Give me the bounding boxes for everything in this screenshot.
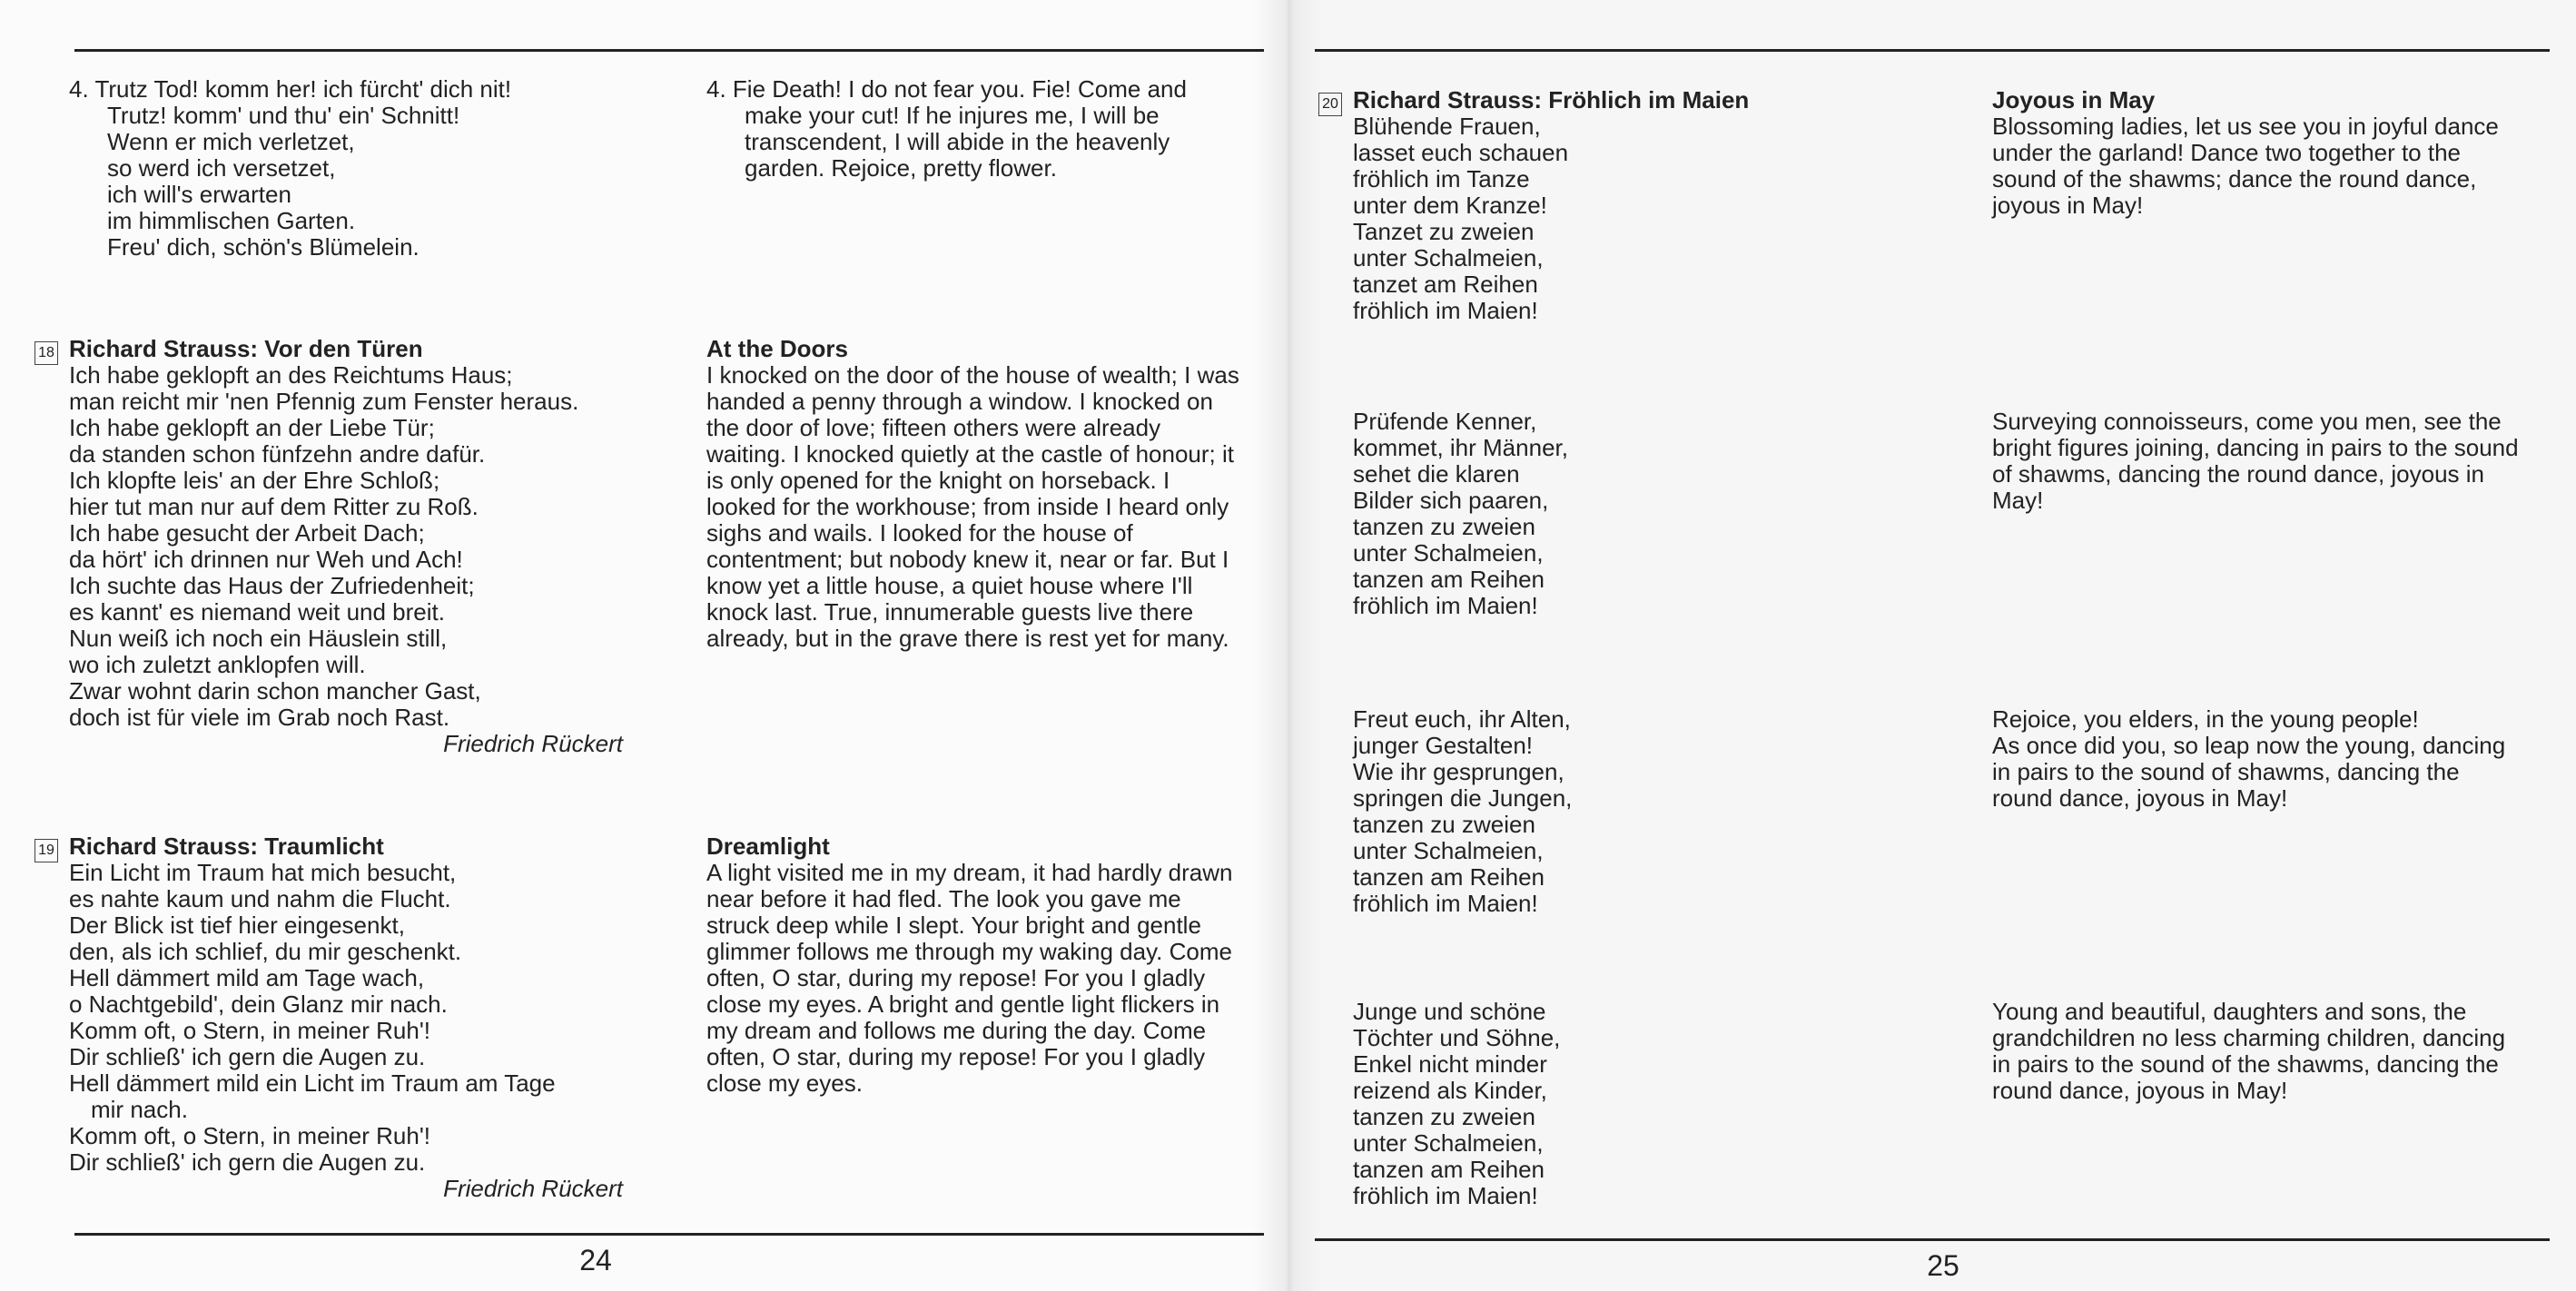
translation-line: of shawms, dancing the round dance, joyous in: [1992, 460, 2485, 488]
translation-line: often, O star, during my repose! For you I gladly: [706, 964, 1206, 991]
verse-line: Hell dämmert mild am Tage wach,: [69, 964, 425, 991]
translation-line: near before it had fled. The look you gave me: [706, 885, 1181, 912]
track-number-18: 18: [35, 338, 69, 365]
translation-line: Young and beautiful, daughters and sons, the: [1992, 998, 2467, 1025]
song-20-english-2: [1992, 409, 2555, 514]
bottom-rule: [74, 1233, 1264, 1236]
translation-line: garden. Rejoice, pretty flower.: [745, 154, 1057, 182]
translation-line: under the garland! Dance two together to the: [1992, 139, 2462, 166]
verse-line: den, als ich schlief, du mir geschenkt.: [69, 938, 462, 965]
translation-line: make your cut! If he injures me, I will be: [745, 102, 1160, 129]
song-20-german-2: [1353, 409, 1934, 619]
verse-line: tanzen am Reihen: [1353, 1156, 1545, 1183]
verse-line: o Nachtgebild', dein Glanz mir nach.: [69, 990, 448, 1018]
translation-line: glimmer follows me through my waking day. Come: [706, 938, 1232, 965]
translation-line: already, but in the grave there is rest yet for many.: [706, 625, 1229, 652]
song-18-german: [38, 335, 650, 757]
verse-line: Enkel nicht minder: [1353, 1050, 1547, 1078]
translation-line: my dream and follows me during the day. Come: [706, 1017, 1207, 1044]
verse-line: junger Gestalten!: [1353, 732, 1534, 759]
verse-line: kommet, ihr Männer,: [1353, 434, 1568, 461]
translation-line: often, O star, during my repose! For you I gladly: [706, 1043, 1206, 1070]
verse-line: Nun weiß ich noch ein Häuslein still,: [69, 625, 448, 652]
bottom-rule: [1315, 1238, 2550, 1241]
verse-line: da standen schon fünfzehn andre dafür.: [69, 440, 486, 468]
verse-line: Ich habe geklopft an der Liebe Tür;: [69, 414, 435, 441]
verse-line: Wenn er mich verletzet,: [107, 128, 355, 155]
stanza-4-english: [706, 76, 1269, 182]
translation-line: bright figures joining, dancing in pairs to the sound: [1992, 434, 2519, 461]
verse-line: unter Schalmeien,: [1353, 244, 1544, 271]
verse-line: springen die Jungen,: [1353, 784, 1573, 812]
verse-line: Ich habe geklopft an des Reichtums Haus;: [69, 361, 513, 389]
page-number: 25: [1927, 1249, 1959, 1282]
right-page: [1288, 0, 2576, 1291]
translation-line: contentment; but nobody knew it, near or far. But I: [706, 546, 1229, 573]
verse-line: tanzen zu zweien: [1353, 513, 1535, 540]
translation-line: close my eyes. A bright and gentle light flickers in: [706, 990, 1220, 1018]
verse-line: hier tut man nur auf dem Ritter zu Roß.: [69, 493, 479, 520]
verse-line: unter dem Kranze!: [1353, 192, 1547, 219]
verse-line: ich will's erwarten: [107, 181, 291, 208]
verse-line: Prüfende Kenner,: [1353, 408, 1537, 435]
translation-line: round dance, joyous in May!: [1992, 1077, 2288, 1104]
verse-line: Ich suchte das Haus der Zufriedenheit;: [69, 572, 475, 599]
track-number-20: 20: [1318, 89, 1353, 116]
verse-line: Komm oft, o Stern, in meiner Ruh'!: [69, 1017, 431, 1044]
verse-line: Tanzet zu zweien: [1353, 218, 1535, 245]
song-19-german: [38, 833, 650, 1202]
verse-line: Töchter und Söhne,: [1353, 1024, 1561, 1051]
translation-line: the door of love; fifteen others were already: [706, 414, 1161, 441]
verse-line: Freut euch, ihr Alten,: [1353, 705, 1571, 733]
verse-line: Wie ihr gesprungen,: [1353, 758, 1564, 785]
verse-line: es kannt' es niemand weit und breit.: [69, 598, 445, 626]
verse-line: reizend als Kinder,: [1353, 1077, 1547, 1104]
verse-line: Ich klopfte leis' an der Ehre Schloß;: [69, 467, 440, 494]
verse-line: sehet die klaren: [1353, 460, 1520, 488]
translation-line: close my eyes.: [706, 1069, 863, 1097]
poet-credit: Friedrich Rückert: [443, 1175, 623, 1202]
verse-line: Dir schließ' ich gern die Augen zu.: [69, 1148, 426, 1176]
song-20-german-4: [1353, 999, 1934, 1209]
verse-line: unter Schalmeien,: [1353, 837, 1544, 864]
translation-line: struck deep while I slept. Your bright and gentle: [706, 912, 1201, 939]
book-gutter-shadow: [1253, 0, 1322, 1291]
translation-line: grandchildren no less charming children, dancing: [1992, 1024, 2506, 1051]
translation-line: Surveying connoisseurs, come you men, see the: [1992, 408, 2502, 435]
verse-line: mir nach.: [91, 1096, 188, 1123]
track-number-19: 19: [35, 835, 69, 862]
verse-line: tanzen am Reihen: [1353, 566, 1545, 593]
translation-line: sighs and wails. I looked for the house of: [706, 519, 1133, 547]
verse-line: im himmlischen Garten.: [107, 207, 356, 234]
translation-line: Rejoice, you elders, in the young people!: [1992, 705, 2419, 733]
verse-line: es nahte kaum und nahm die Flucht.: [69, 885, 451, 912]
translation-line: I knocked on the door of the house of wealth; I was: [706, 361, 1239, 389]
verse-line: Trutz! komm' und thu' ein' Schnitt!: [107, 102, 460, 129]
verse-line: lasset euch schauen: [1353, 139, 1569, 166]
verse-line: Hell dämmert mild ein Licht im Traum am Tage: [69, 1069, 556, 1097]
verse-line: Junge und schöne: [1353, 998, 1546, 1025]
verse-line: so werd ich versetzet,: [107, 154, 336, 182]
verse-line: Ein Licht im Traum hat mich besucht,: [69, 859, 457, 886]
verse-line: tanzen am Reihen: [1353, 863, 1545, 891]
song-20-german: [1322, 86, 1934, 324]
verse-line: Bilder sich paaren,: [1353, 487, 1549, 514]
song-title: Richard Strauss: Fröhlich im Maien: [1353, 86, 1750, 113]
poet-credit: Friedrich Rückert: [443, 730, 623, 757]
translation-line: May!: [1992, 487, 2044, 514]
translation-line: joyous in May!: [1992, 192, 2144, 219]
verse-line: 4. Trutz Tod! komm her! ich fürcht' dich nit!: [69, 75, 512, 103]
song-20-german-3: [1353, 706, 1934, 917]
song-20-english-3: [1992, 706, 2555, 812]
translation-line: transcendent, I will abide in the heavenly: [745, 128, 1170, 155]
translation-line: Blossoming ladies, let us see you in joyful dance: [1992, 113, 2499, 140]
verse-line: Komm oft, o Stern, in meiner Ruh'!: [69, 1122, 431, 1149]
translation-line: handed a penny through a window. I knocked on: [706, 388, 1213, 415]
verse-line: Ich habe gesucht der Arbeit Dach;: [69, 519, 425, 547]
song-20-english-4: [1992, 999, 2555, 1104]
verse-line: unter Schalmeien,: [1353, 539, 1544, 567]
verse-line: Der Blick ist tief hier eingesenkt,: [69, 912, 405, 939]
translation-line: looked for the workhouse; from inside I heard only: [706, 493, 1229, 520]
translation-line: knock last. True, innumerable guests live there: [706, 598, 1194, 626]
verse-line: Freu' dich, schön's Blümelein.: [107, 233, 419, 261]
song-20-english-1: [1992, 87, 2555, 219]
translation-line: As once did you, so leap now the young, dancing: [1992, 732, 2506, 759]
verse-line: fröhlich im Tanze: [1353, 165, 1530, 192]
song-title: Richard Strauss: Vor den Türen: [69, 335, 423, 362]
verse-line: Dir schließ' ich gern die Augen zu.: [69, 1043, 426, 1070]
verse-line: unter Schalmeien,: [1353, 1129, 1544, 1157]
translation-line: round dance, joyous in May!: [1992, 784, 2288, 812]
verse-line: fröhlich im Maien!: [1353, 297, 1538, 324]
verse-line: tanzet am Reihen: [1353, 271, 1538, 298]
translation-title: At the Doors: [706, 335, 848, 362]
verse-line: fröhlich im Maien!: [1353, 890, 1538, 917]
translation-line: in pairs to the sound of the shawms, dancing the: [1992, 1050, 2499, 1078]
verse-line: tanzen zu zweien: [1353, 1103, 1535, 1130]
top-rule: [1315, 49, 2550, 52]
verse-line: doch ist für viele im Grab noch Rast.: [69, 704, 450, 731]
verse-line: fröhlich im Maien!: [1353, 1182, 1538, 1209]
verse-line: wo ich zuletzt anklopfen will.: [69, 651, 366, 678]
verse-line: Zwar wohnt darin schon mancher Gast,: [69, 677, 481, 705]
verse-line: tanzen zu zweien: [1353, 811, 1535, 838]
translation-line: know yet a little house, a quiet house where I'll: [706, 572, 1193, 599]
translation-line: 4. Fie Death! I do not fear you. Fie! Come and: [706, 75, 1187, 103]
translation-title: Joyous in May: [1992, 86, 2156, 113]
song-19-english: [706, 833, 1269, 1097]
translation-line: A light visited me in my dream, it had hardly drawn: [706, 859, 1233, 886]
translation-line: sound of the shawms; dance the round dance,: [1992, 165, 2477, 192]
stanza-4-german: [69, 76, 632, 261]
song-18-english: [706, 336, 1269, 652]
translation-line: waiting. I knocked quietly at the castle of honour; it: [706, 440, 1235, 468]
verse-line: Blühende Frauen,: [1353, 113, 1541, 140]
top-rule: [74, 49, 1264, 52]
verse-line: fröhlich im Maien!: [1353, 592, 1538, 619]
verse-line: man reicht mir 'nen Pfennig zum Fenster heraus.: [69, 388, 579, 415]
translation-line: is only opened for the knight on horseback. I: [706, 467, 1170, 494]
song-title: Richard Strauss: Traumlicht: [69, 833, 384, 860]
translation-line: in pairs to the sound of shawms, dancing the: [1992, 758, 2460, 785]
page-number: 24: [579, 1244, 612, 1276]
translation-title: Dreamlight: [706, 833, 830, 860]
verse-line: da hört' ich drinnen nur Weh und Ach!: [69, 546, 463, 573]
